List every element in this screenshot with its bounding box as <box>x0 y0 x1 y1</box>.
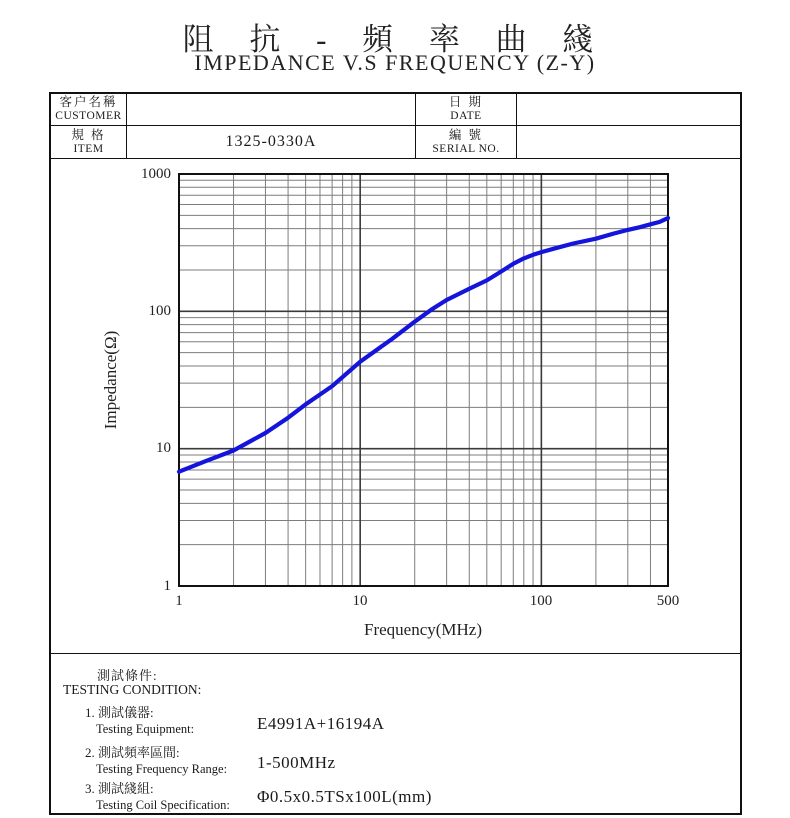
impedance-curve <box>179 218 668 472</box>
condition-item-1-en: Testing Equipment: <box>96 722 195 736</box>
x-tick-10: 10 <box>352 593 368 609</box>
plot-border <box>179 174 668 586</box>
y-tick-1: 1 <box>163 578 171 594</box>
condition-item-1-zh-line <box>85 704 194 721</box>
y-tick-10: 10 <box>156 440 171 456</box>
condition-item-3 <box>85 780 230 814</box>
testing-condition-zh: 測試條件: <box>97 668 158 683</box>
x-axis-title: Frequency(MHz) <box>363 620 482 639</box>
condition-item-2 <box>85 744 227 778</box>
page-title-chinese: 阻 抗 - 頻 率 曲 綫 <box>182 22 608 57</box>
item-value: 1325-0330A <box>225 133 317 151</box>
page-title-english: IMPEDANCE V.S FREQUENCY (Z-Y) <box>194 50 596 75</box>
item-label-zh: 規 格 <box>71 127 106 142</box>
testing-equipment-value: E4991A+16194A <box>257 714 385 733</box>
testing-coil-spec-value: Φ0.5x0.5TSx100L(mm) <box>257 787 432 806</box>
condition-item-3-zh: 測試綫組: <box>98 781 154 796</box>
condition-item-1-zh: 測試儀器: <box>98 705 154 720</box>
item-label-en: ITEM <box>73 142 104 155</box>
condition-item-2-zh: 測試頻率區間: <box>98 745 180 760</box>
condition-item-3-zh-line <box>85 780 230 797</box>
date-label-en: DATE <box>450 110 482 123</box>
testing-frequency-range-value: 1-500MHz <box>257 753 336 772</box>
y-axis-title: Impedance(Ω) <box>101 330 120 430</box>
y-tick-100: 100 <box>148 303 171 319</box>
condition-item-2-en: Testing Frequency Range: <box>96 762 228 776</box>
condition-item-3-number: 3. <box>85 781 95 796</box>
condition-item-1 <box>85 704 194 738</box>
serial-label-zh: 編 號 <box>448 127 484 142</box>
date-label-zh: 日 期 <box>448 95 484 110</box>
x-tick-100: 100 <box>529 593 553 609</box>
footer-divider-line <box>49 653 742 654</box>
customer-label-zh: 客户名稱 <box>59 95 118 110</box>
condition-item-2-number: 2. <box>85 745 95 760</box>
customer-label-en: CUSTOMER <box>55 110 122 123</box>
x-tick-500: 500 <box>656 593 680 609</box>
serial-label-en: SERIAL NO. <box>432 142 500 155</box>
condition-item-3-en: Testing Coil Specification: <box>96 798 230 812</box>
x-tick-1: 1 <box>175 593 183 609</box>
y-tick-1000: 1000 <box>141 166 171 182</box>
document-frame <box>49 92 742 815</box>
testing-condition-en: TESTING CONDITION: <box>63 682 202 697</box>
condition-item-1-number: 1. <box>85 705 95 720</box>
condition-item-2-zh-line <box>85 744 227 761</box>
